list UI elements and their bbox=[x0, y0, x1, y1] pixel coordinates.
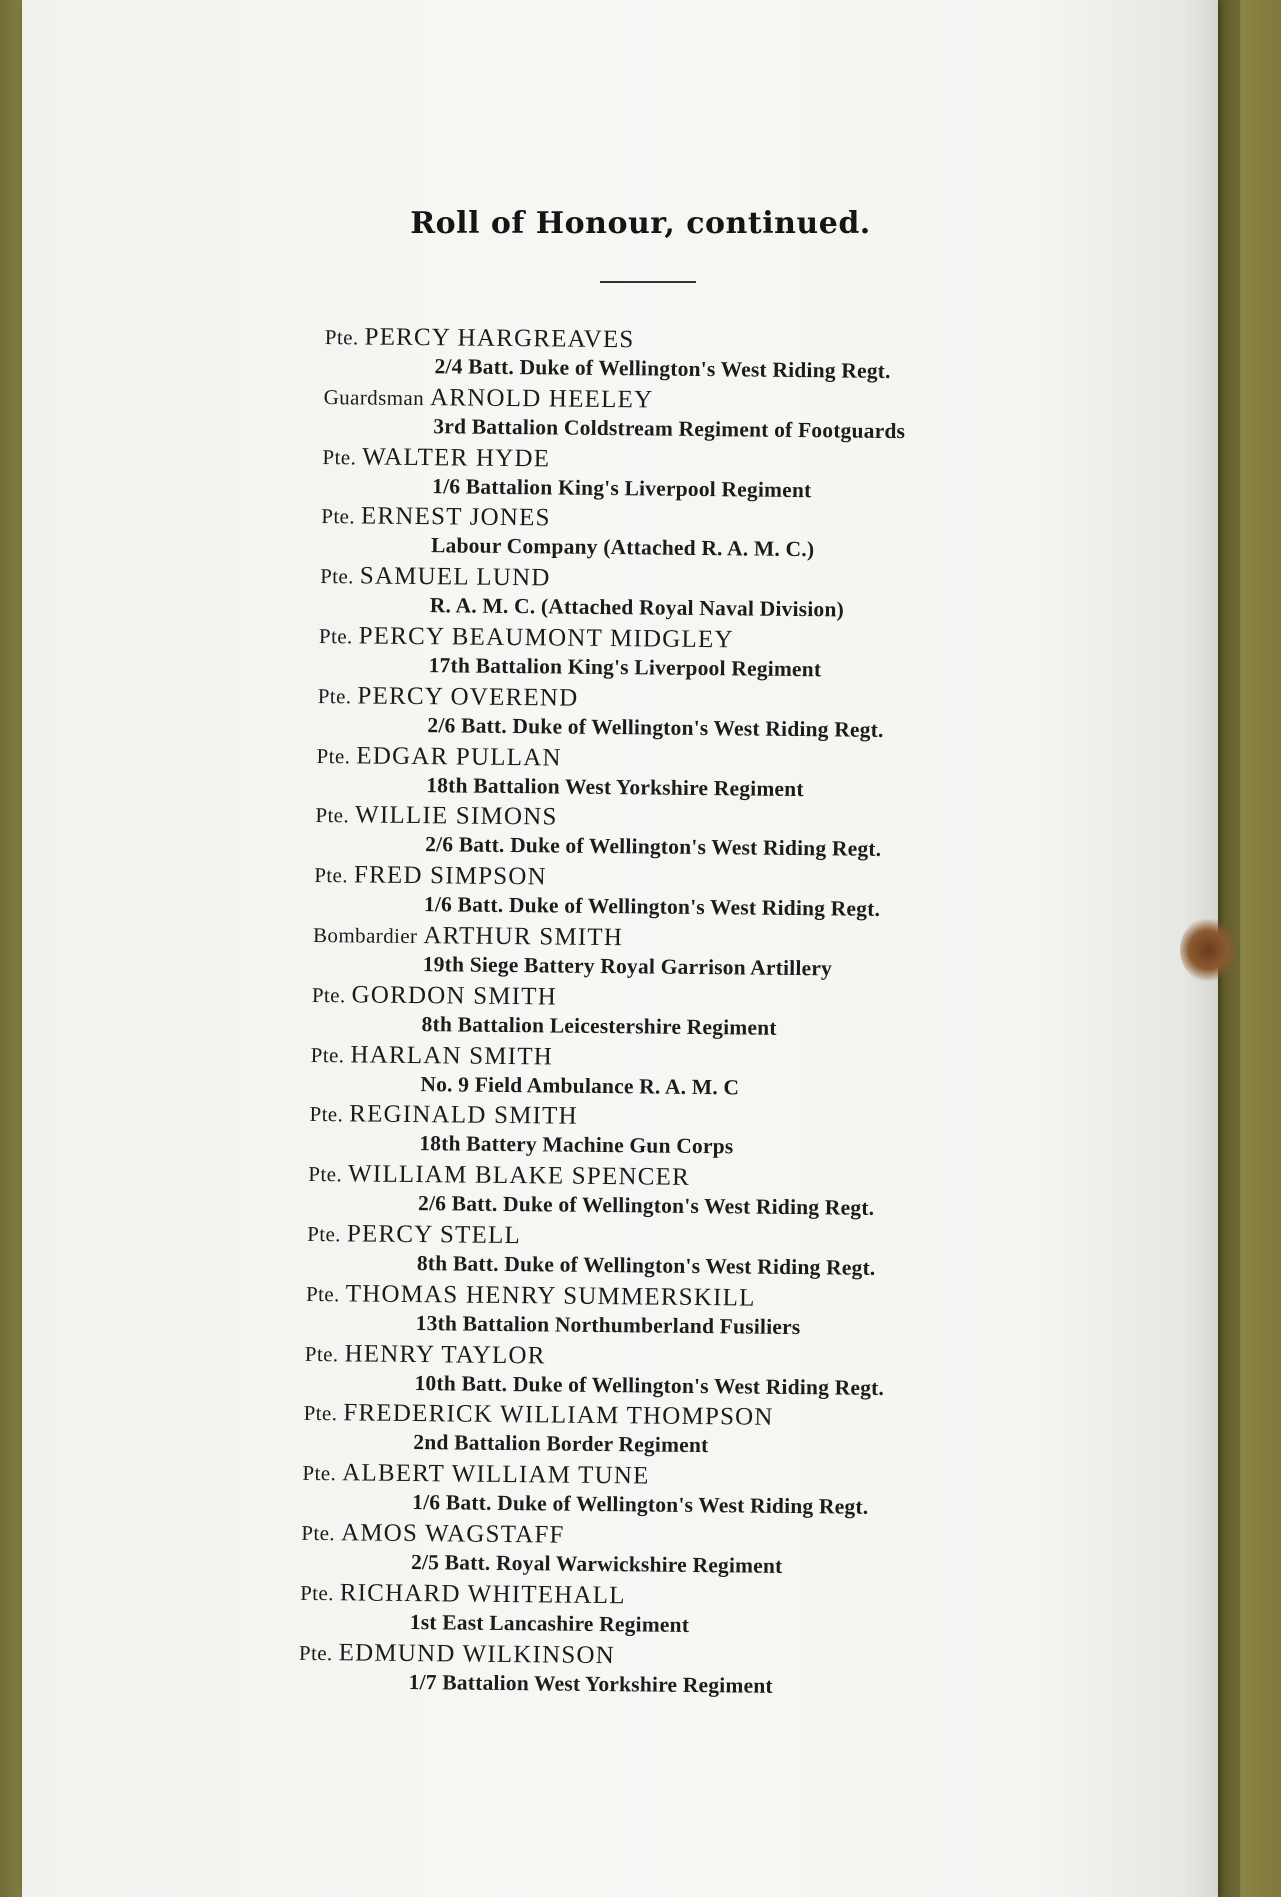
entry-unit: 19th Siege Battery Royal Garrison Artillery bbox=[422, 952, 833, 981]
entry-rank: Pte. bbox=[304, 1341, 339, 1366]
entry-rank: Pte. bbox=[298, 1640, 333, 1665]
roll-entry bbox=[313, 921, 1281, 991]
entry-name-line bbox=[319, 622, 734, 654]
entry-name: FRED SIMPSON bbox=[353, 861, 548, 891]
entry-name-line bbox=[324, 383, 654, 414]
entry-unit: 2/5 Batt. Royal Warwickshire Regiment bbox=[410, 1550, 783, 1578]
entry-name: PERCY HARGREAVES bbox=[364, 323, 635, 354]
entry-rank: Pte. bbox=[307, 1221, 342, 1247]
roll-entry bbox=[315, 801, 1281, 871]
entry-name-line bbox=[305, 1339, 546, 1370]
entry-name-line bbox=[322, 443, 550, 473]
entry-name: GORDON SMITH bbox=[351, 981, 558, 1011]
entry-name: ARNOLD HEELEY bbox=[429, 383, 654, 414]
entry-rank: Pte. bbox=[316, 743, 351, 768]
roll-entry bbox=[317, 682, 1281, 752]
entry-name-line bbox=[299, 1638, 615, 1669]
roll-entry bbox=[322, 443, 1281, 513]
roll-entry bbox=[301, 1519, 1281, 1589]
entry-name-line bbox=[311, 1041, 554, 1072]
roll-entry bbox=[304, 1339, 1281, 1409]
entry-unit: 8th Battalion Leicestershire Regiment bbox=[421, 1011, 777, 1040]
entry-unit: 1/7 Battalion West Yorkshire Regiment bbox=[408, 1669, 773, 1698]
entry-unit: 1/6 Batt. Duke of Wellington's West Riding Regt. bbox=[412, 1490, 869, 1519]
entry-rank: Pte. bbox=[324, 325, 359, 350]
entry-name: ALBERT WILLIAM TUNE bbox=[342, 1459, 650, 1490]
entry-name: AMOS WAGSTAFF bbox=[340, 1519, 565, 1549]
roll-entry bbox=[303, 1399, 1281, 1469]
entry-rank: Pte. bbox=[308, 1162, 343, 1187]
entry-name-line bbox=[308, 1160, 690, 1192]
entry-name: EDGAR PULLAN bbox=[356, 741, 562, 772]
roll-entry bbox=[308, 1160, 1281, 1230]
entry-unit: 2nd Battalion Border Regiment bbox=[413, 1430, 709, 1458]
entry-name: THOMAS HENRY SUMMERSKILL bbox=[345, 1280, 756, 1312]
entry-rank: Pte. bbox=[309, 1102, 344, 1127]
entry-rank: Pte. bbox=[322, 444, 357, 469]
entry-name-line bbox=[309, 1100, 578, 1131]
entry-unit: 2/4 Batt. Duke of Wellington's West Riding Regt. bbox=[434, 354, 891, 383]
entry-name: REGINALD SMITH bbox=[349, 1100, 578, 1131]
entry-name-line bbox=[304, 1399, 774, 1432]
roll-entry bbox=[316, 742, 1281, 812]
entry-rank: Pte. bbox=[318, 624, 353, 649]
entry-name-line bbox=[316, 742, 561, 773]
entry-name-line bbox=[315, 801, 557, 832]
entry-unit: 1/6 Batt. Duke of Wellington's West Riding Regt. bbox=[423, 892, 881, 922]
entry-unit: 1st East Lancashire Regiment bbox=[409, 1609, 690, 1637]
roll-entry bbox=[306, 1280, 1281, 1350]
entry-name-line bbox=[318, 682, 579, 713]
entry-name: HARLAN SMITH bbox=[350, 1040, 554, 1071]
roll-entry bbox=[307, 1220, 1281, 1290]
entry-unit: 3rd Battalion Coldstream Regiment of Footguards bbox=[433, 413, 906, 443]
entry-unit: R. A. M. C. (Attached Royal Naval Division) bbox=[429, 593, 845, 622]
entry-name: PERCY BEAUMONT MIDGLEY bbox=[358, 622, 734, 654]
entry-unit: 18th Battalion West Yorkshire Regiment bbox=[426, 772, 804, 801]
entry-name-line bbox=[313, 921, 623, 952]
entry-unit: 2/6 Batt. Duke of Wellington's West Riding Regt. bbox=[427, 712, 884, 742]
roll-entry bbox=[302, 1459, 1281, 1529]
entry-name: ERNEST JONES bbox=[360, 502, 551, 532]
entry-rank: Pte. bbox=[301, 1520, 336, 1546]
entry-rank: Pte. bbox=[310, 1042, 345, 1067]
entry-name: EDMUND WILKINSON bbox=[338, 1638, 616, 1669]
entry-name-line bbox=[321, 502, 551, 532]
entry-unit: Labour Company (Attached R. A. M. C.) bbox=[430, 533, 815, 562]
entry-name: PERCY OVEREND bbox=[357, 682, 579, 712]
entry-unit: 8th Batt. Duke of Wellington's West Riding Regt. bbox=[416, 1251, 876, 1280]
entry-name: WALTER HYDE bbox=[362, 443, 551, 473]
roll-entry bbox=[320, 562, 1281, 632]
roll-entry bbox=[324, 323, 1281, 393]
entry-rank: Pte. bbox=[314, 863, 349, 888]
entry-rank: Pte. bbox=[311, 982, 346, 1008]
roll-entry bbox=[298, 1638, 1281, 1708]
entry-unit: No. 9 Field Ambulance R. A. M. C bbox=[420, 1071, 740, 1100]
entry-name: PERCY STELL bbox=[346, 1220, 522, 1250]
page-title: Roll of Honour, continued. bbox=[410, 206, 871, 241]
roll-of-honour-list bbox=[0, 320, 1281, 1733]
roll-entry bbox=[300, 1579, 1281, 1649]
entry-rank: Pte. bbox=[320, 564, 354, 589]
entry-rank: Pte. bbox=[303, 1401, 338, 1426]
entry-name-line bbox=[302, 1459, 649, 1491]
entry-unit: 2/6 Batt. Duke of Wellington's West Riding Regt. bbox=[417, 1191, 875, 1221]
entry-unit: 18th Battery Machine Gun Corps bbox=[419, 1131, 734, 1159]
entry-name-line bbox=[320, 562, 551, 592]
entry-unit: 13th Battalion Northumberland Fusiliers bbox=[415, 1310, 801, 1339]
entry-name: WILLIAM BLAKE SPENCER bbox=[347, 1160, 691, 1192]
roll-entry bbox=[318, 622, 1281, 692]
entry-name-line bbox=[301, 1519, 565, 1550]
entry-name-line bbox=[307, 1220, 521, 1250]
entry-name-line bbox=[312, 981, 557, 1012]
roll-entry bbox=[314, 861, 1281, 931]
entry-rank: Pte. bbox=[302, 1461, 337, 1486]
entry-name: FREDERICK WILLIAM THOMPSON bbox=[343, 1399, 774, 1432]
entry-rank: Pte. bbox=[321, 504, 356, 529]
title-rule bbox=[600, 281, 696, 283]
entry-rank: Bombardier bbox=[312, 922, 418, 949]
entry-unit: 10th Batt. Duke of Wellington's West Riding Regt. bbox=[414, 1370, 885, 1400]
entry-name: HENRY TAYLOR bbox=[344, 1339, 546, 1370]
entry-rank: Pte. bbox=[315, 803, 350, 828]
entry-unit: 2/6 Batt. Duke of Wellington's West Riding Regt. bbox=[425, 832, 882, 862]
roll-entry bbox=[309, 1100, 1281, 1170]
entry-rank: Guardsman bbox=[323, 384, 425, 410]
entry-name: WILLIE SIMONS bbox=[354, 801, 558, 831]
entry-name: ARTHUR SMITH bbox=[423, 922, 624, 952]
entry-name-line bbox=[314, 861, 547, 891]
entry-rank: Pte. bbox=[300, 1580, 334, 1606]
entry-rank: Pte. bbox=[317, 683, 352, 709]
entry-name-line bbox=[325, 323, 635, 354]
entry-name-line bbox=[306, 1280, 756, 1313]
entry-name: SAMUEL LUND bbox=[359, 562, 551, 592]
roll-entry bbox=[310, 1041, 1281, 1111]
entry-name: RICHARD WHITEHALL bbox=[339, 1579, 626, 1610]
entry-name-line bbox=[300, 1579, 626, 1610]
entry-unit: 17th Battalion King's Liverpool Regiment bbox=[428, 653, 822, 682]
entry-unit: 1/6 Battalion King's Liverpool Regiment bbox=[432, 473, 812, 502]
entry-rank: Pte. bbox=[305, 1281, 340, 1307]
roll-entry bbox=[311, 981, 1281, 1051]
roll-entry bbox=[321, 502, 1281, 572]
roll-entry bbox=[323, 383, 1281, 453]
